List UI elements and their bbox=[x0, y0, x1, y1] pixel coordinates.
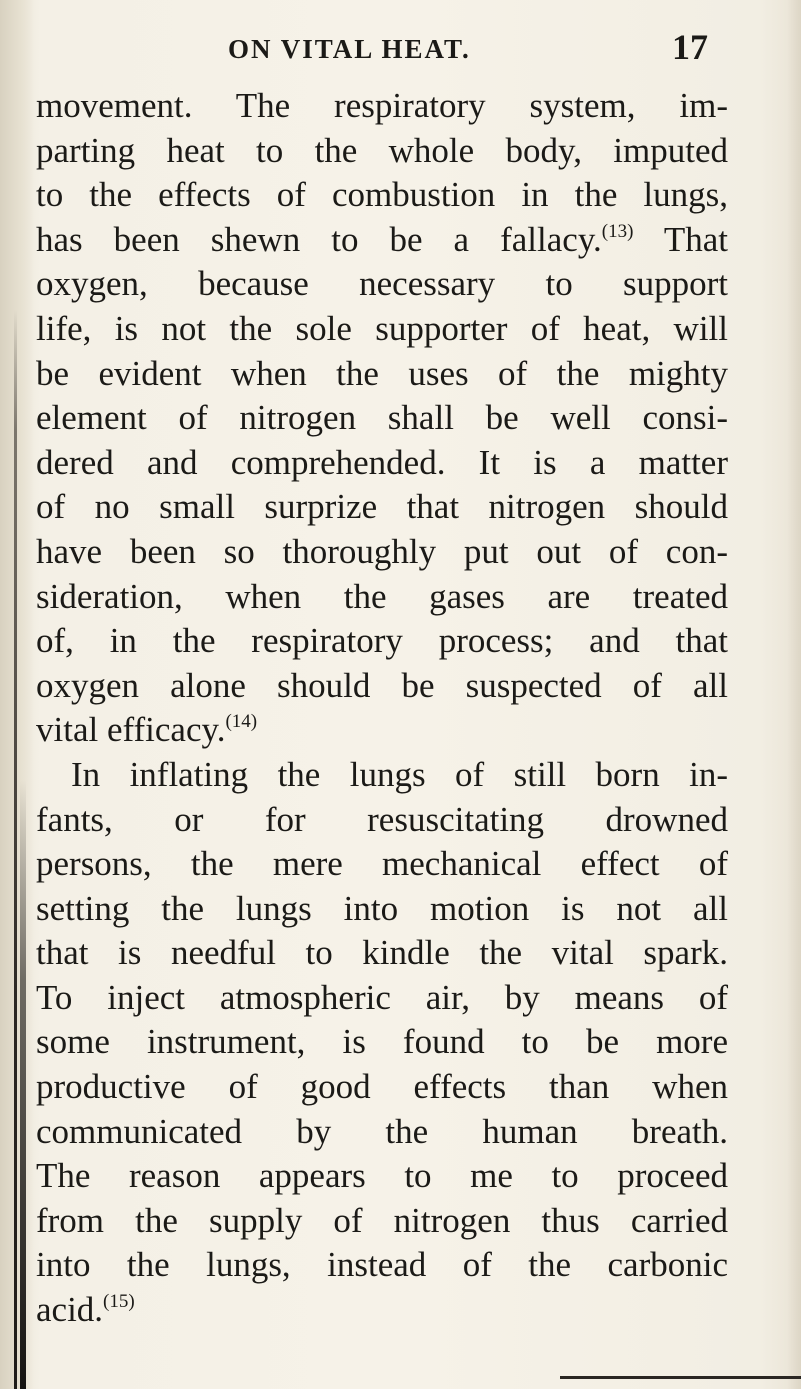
text-line: some instrument, is found to be more bbox=[36, 1022, 728, 1062]
text-line: persons, the mere mechanical effect of bbox=[36, 844, 728, 884]
running-head: ON VITAL HEAT. bbox=[228, 34, 471, 64]
page-right-edge bbox=[787, 0, 801, 1389]
text-line: setting the lungs into motion is not all bbox=[36, 888, 728, 928]
text-line: oxygen alone should be suspected of all bbox=[36, 665, 728, 705]
body-text bbox=[36, 84, 728, 1333]
text-line: of, in the respiratory process; and that bbox=[36, 621, 728, 661]
text-line: acid.$^{(15)}$ bbox=[36, 1290, 135, 1330]
text-line: In inflating the lungs of still born in- bbox=[71, 754, 728, 794]
page-header bbox=[0, 27, 801, 70]
footnote-ref: (14) bbox=[225, 711, 258, 733]
binding-edge-line bbox=[14, 310, 17, 1389]
text-line: be evident when the uses of the mighty bbox=[36, 353, 728, 393]
text-line: productive of good effects than when bbox=[36, 1067, 728, 1107]
text-line: from the supply of nitrogen thus carried bbox=[36, 1200, 728, 1240]
page-gutter-shadow bbox=[0, 0, 34, 1389]
binding-edge-shadow bbox=[20, 780, 26, 1389]
text-line: to the effects of combustion in the lungs, bbox=[36, 175, 728, 215]
text-line: parting heat to the whole body, imputed bbox=[36, 130, 728, 170]
bottom-page-edge bbox=[560, 1376, 801, 1379]
page-number: 17 bbox=[672, 27, 708, 67]
text-line: To inject atmospheric air, by means of bbox=[36, 977, 728, 1017]
text-line: oxygen, because necessary to support bbox=[36, 264, 728, 304]
text-line: have been so thoroughly put out of con- bbox=[36, 531, 728, 571]
text-line: element of nitrogen shall be well consi- bbox=[36, 398, 728, 438]
text-line: that is needful to kindle the vital spark. bbox=[36, 933, 728, 973]
text-line: has been shewn to be a fallacy.$^{(13)}$ That bbox=[36, 219, 728, 259]
text-line: into the lungs, instead of the carbonic bbox=[36, 1245, 728, 1285]
footnote-ref: (15) bbox=[103, 1291, 135, 1313]
text-line: dered and comprehended. It is a matter bbox=[36, 442, 728, 482]
text-line: The reason appears to me to proceed bbox=[36, 1156, 728, 1196]
text-line: vital efficacy.$^{(14)}$ bbox=[36, 710, 258, 750]
text-line: of no small surprize that nitrogen should bbox=[36, 487, 728, 527]
text-line: movement. The respiratory system, im- bbox=[36, 86, 728, 125]
text-line: communicated by the human breath. bbox=[36, 1111, 728, 1151]
footnote-ref: (13) bbox=[601, 220, 634, 242]
text-line: sideration, when the gases are treated bbox=[36, 576, 728, 616]
text-line: life, is not the sole supporter of heat, will bbox=[36, 308, 728, 348]
text-line: fants, or for resuscitating drowned bbox=[36, 799, 728, 839]
